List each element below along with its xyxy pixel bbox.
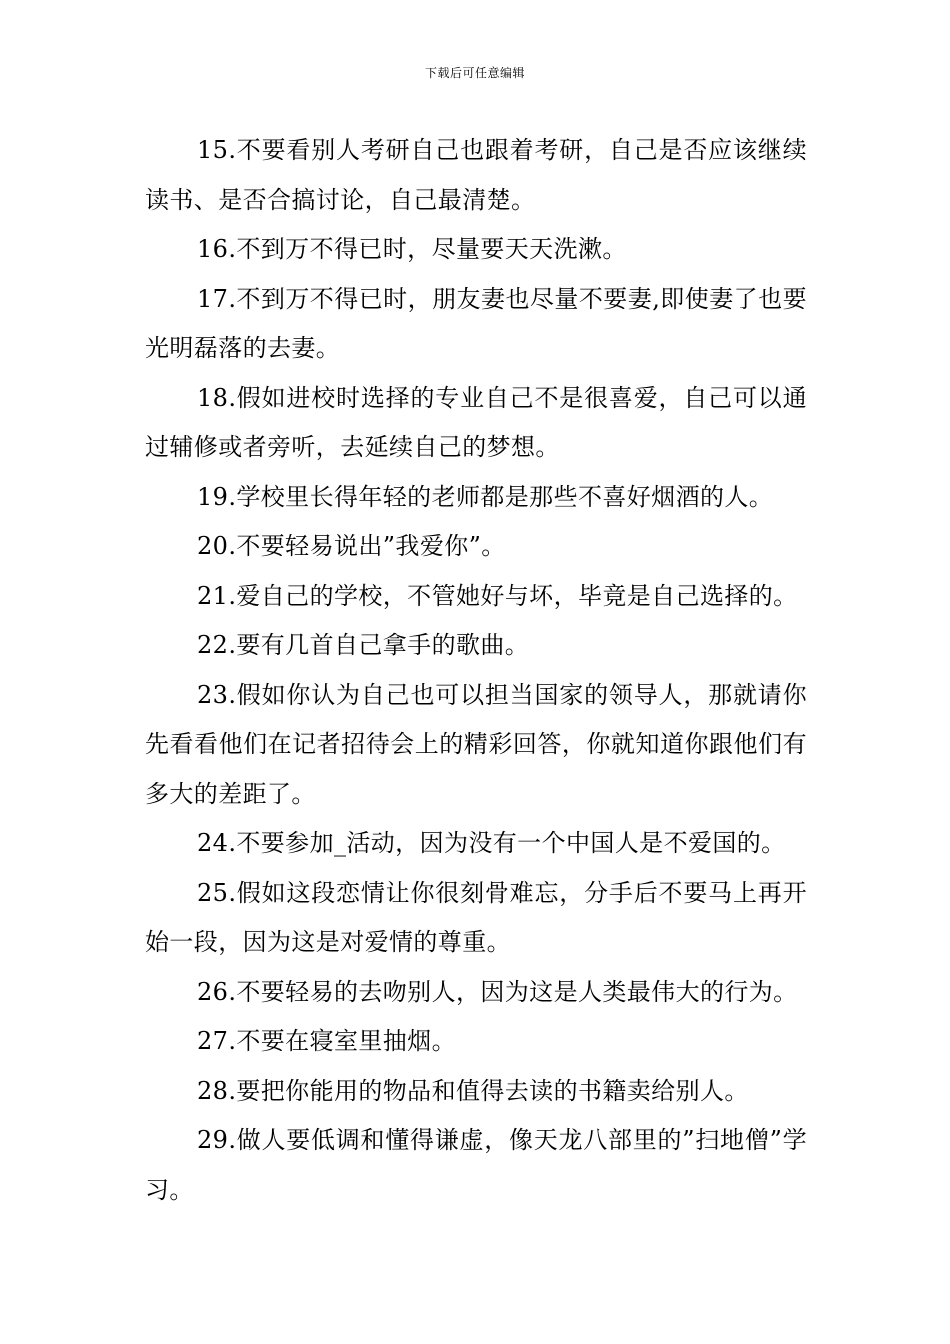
list-item-15: 15.不要看别人考研自己也跟着考研，自己是否应该继续读书、是否合搞讨论，自己最清楚。 [145, 136, 807, 214]
list-item-19: 19.学校里长得年轻的老师都是那些不喜好烟酒的人。 [197, 482, 774, 511]
list-item-28: 28.要把你能用的物品和值得去读的书籍卖给别人。 [197, 1076, 749, 1105]
list-item-23: 23.假如你认为自己也可以担当国家的领导人，那就请你先看看他们在记者招待会上的精彩回答，你就知道你跟他们有多大的差距了。 [145, 680, 807, 808]
document-body [145, 126, 807, 1215]
list-item-24: 24.不要参加_活动，因为没有一个中国人是不爱国的。 [197, 829, 786, 857]
list-item-21: 21.爱自己的学校，不管她好与坏，毕竟是自己选择的。 [197, 581, 798, 610]
list-item-17: 17.不到万不得已时，朋友妻也尽量不要妻,即使妻了也要光明磊落的去妻。 [145, 284, 807, 362]
list-item-18: 18.假如进校时选择的专业自己不是很喜爱，自己可以通过辅修或者旁听，去延续自己的梦想。 [145, 383, 807, 461]
list-item-29: 29.做人要低调和懂得谦虚，像天龙八部里的”扫地僧”学习。 [145, 1126, 807, 1204]
list-item-22: 22.要有几首自己拿手的歌曲。 [197, 631, 530, 659]
list-item-25: 25.假如这段恋情让你很刻骨难忘，分手后不要马上再开始一段，因为这是对爱情的尊重。 [145, 878, 807, 956]
list-item-27: 27.不要在寝室里抽烟。 [197, 1027, 456, 1055]
list-item-16: 16.不到万不得已时，尽量要天天洗漱。 [197, 235, 627, 263]
page-header: 下载后可任意编辑 [424, 66, 525, 80]
list-item-26: 26.不要轻易的去吻别人，因为这是人类最伟大的行为。 [197, 977, 798, 1006]
list-item-20: 20.不要轻易说出”我爱你”。 [197, 532, 506, 560]
